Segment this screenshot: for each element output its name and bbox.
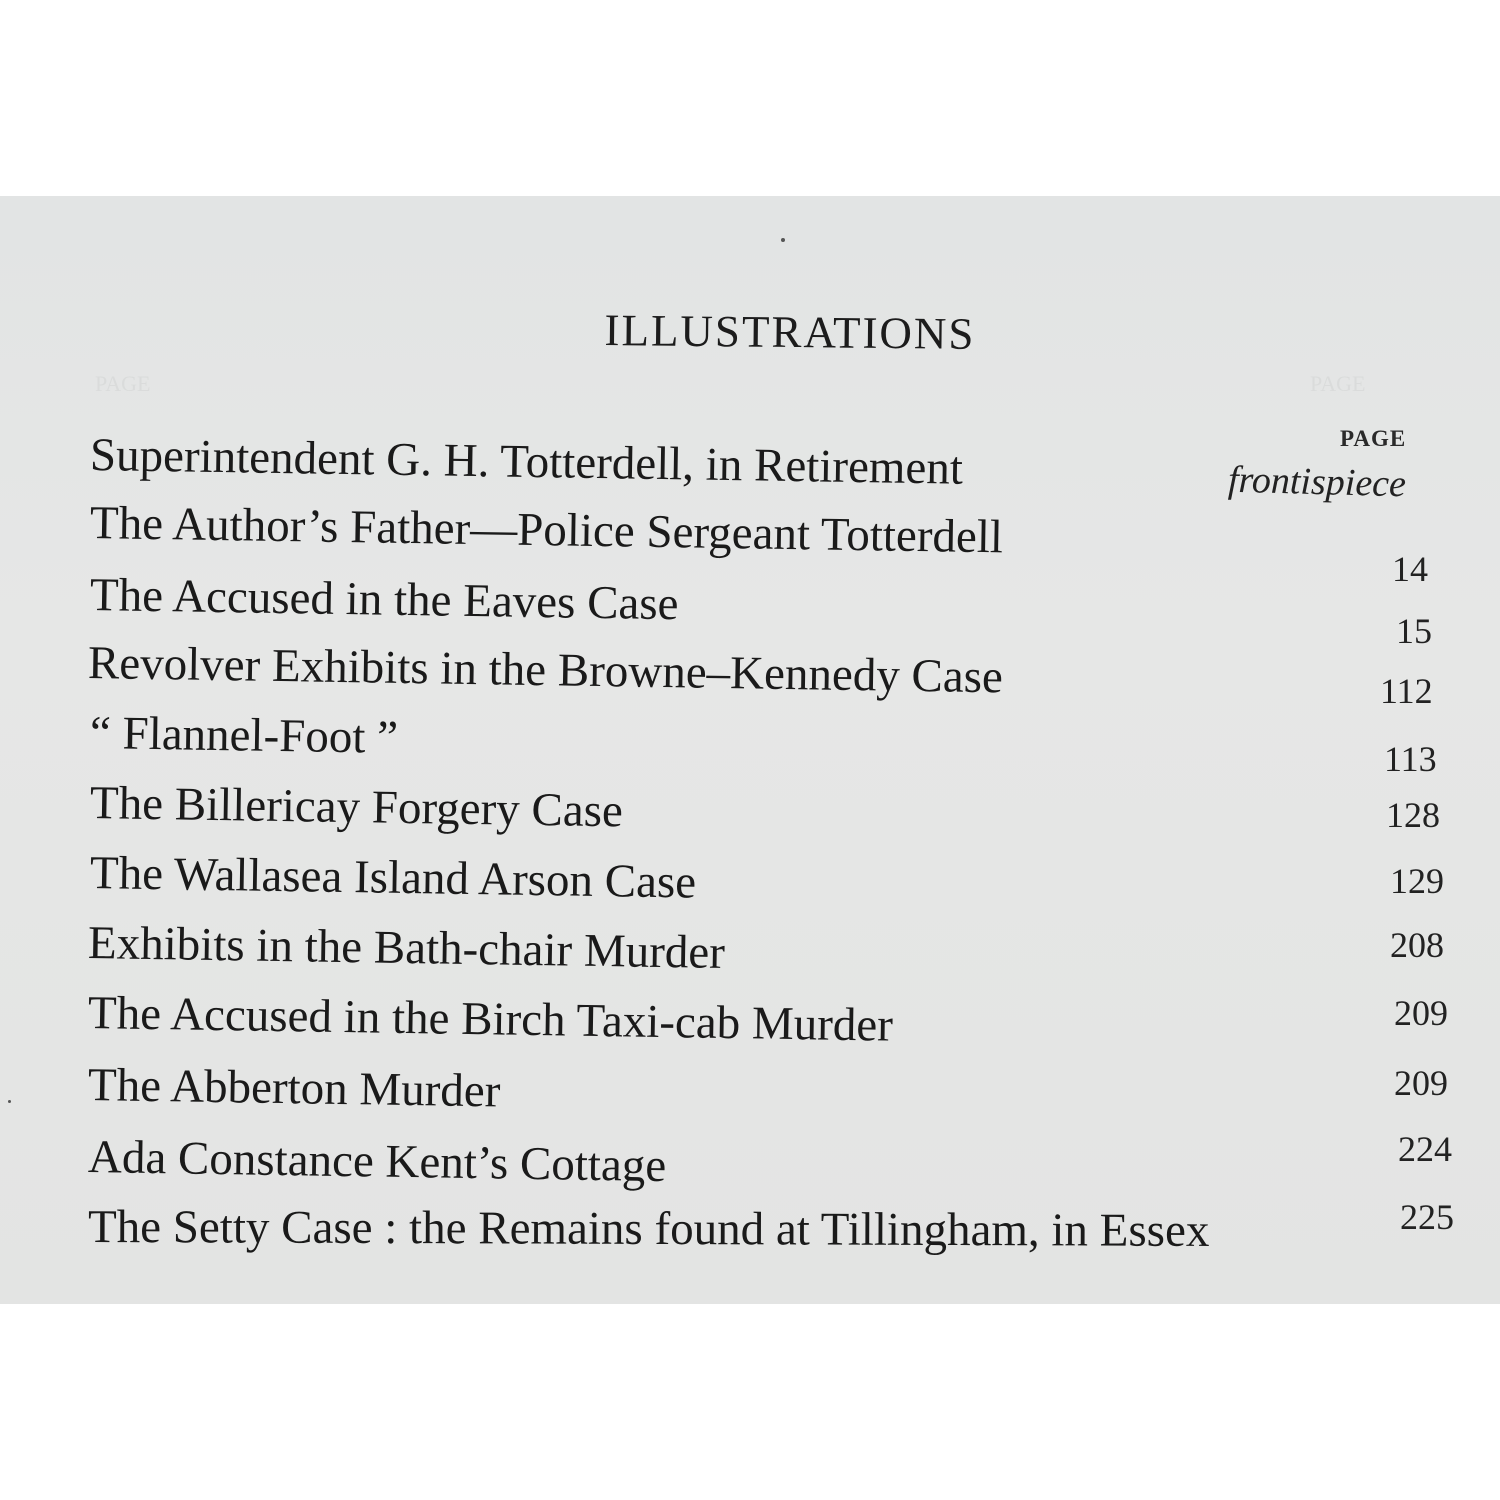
- entry-page: 113: [1384, 739, 1437, 779]
- entry-page: 224: [1398, 1129, 1452, 1169]
- entry-page: 209: [1394, 1063, 1448, 1103]
- entry-title: Ada Constance Kent’s Cottage: [87, 1131, 667, 1193]
- entry-page: 112: [1380, 671, 1433, 711]
- entry-title: Exhibits in the Bath-chair Murder: [87, 917, 726, 980]
- page-column-label: PAGE: [1340, 426, 1407, 451]
- entry-title: Superintendent G. H. Totterdell, in Retirement: [89, 429, 964, 495]
- entry-title: The Author’s Father—Police Sergeant Totterdell: [89, 497, 1004, 564]
- entry-page: 15: [1396, 611, 1432, 651]
- entry-page: 128: [1386, 795, 1440, 835]
- entry-title: The Wallasea Island Arson Case: [89, 847, 697, 909]
- entry-title: The Abberton Murder: [87, 1059, 501, 1118]
- paper-speck: [8, 1100, 11, 1103]
- entry-title: The Accused in the Eaves Case: [89, 569, 679, 631]
- entry-page: frontispiece: [1227, 458, 1407, 506]
- entry-page: 209: [1394, 993, 1448, 1033]
- entry-page: 208: [1390, 925, 1444, 965]
- entry-page: 14: [1392, 549, 1428, 589]
- entry-title: Revolver Exhibits in the Browne–Kennedy Case: [87, 637, 1004, 704]
- book-page-photo: [0, 196, 1500, 1304]
- entry-title: “ Flannel-Foot ”: [89, 707, 399, 764]
- entry-page: 225: [1400, 1197, 1454, 1237]
- paper-speck: [781, 238, 785, 242]
- entry-title: The Accused in the Birch Taxi-cab Murder: [87, 987, 894, 1052]
- page-title: ILLUSTRATIONS: [604, 305, 976, 359]
- entry-title: The Setty Case : the Remains found at Tillingham, in Essex: [87, 1201, 1210, 1257]
- illustrations-list: [0, 196, 1500, 1304]
- show-through-text: PAGE: [95, 371, 151, 396]
- entry-page: 129: [1390, 861, 1444, 901]
- show-through-text: PAGE: [1310, 371, 1366, 396]
- entry-title: The Billericay Forgery Case: [89, 777, 624, 838]
